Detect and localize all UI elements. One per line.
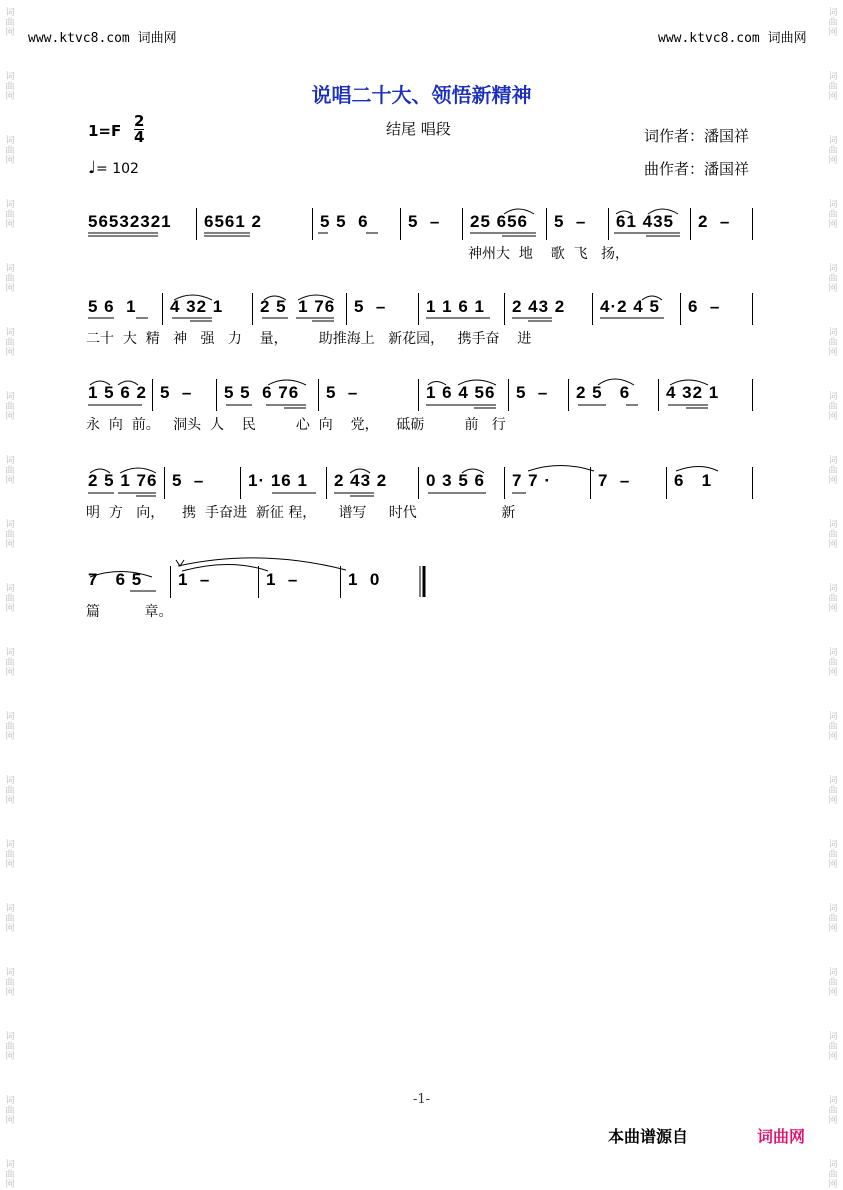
watermark-char: 曲 <box>5 850 15 860</box>
watermark-char: 曲 <box>5 402 15 412</box>
watermark-char: 网 <box>828 796 838 806</box>
watermark-char: 曲 <box>5 658 15 668</box>
lyric-line: 神州大 地 歌 飞 扬， <box>468 246 629 262</box>
watermark-char: 网 <box>5 476 15 486</box>
watermark-char: 网 <box>5 604 15 614</box>
watermark-char: 网 <box>828 1180 838 1190</box>
watermark-char: 网 <box>5 412 15 422</box>
watermark-char: 词 <box>828 1160 838 1170</box>
watermark-char: 词 <box>828 456 838 466</box>
watermark-char: 网 <box>5 1116 15 1126</box>
measure-notes: 1· 16 1 <box>248 471 308 490</box>
watermark-char: 曲 <box>5 722 15 732</box>
watermark-char: 曲 <box>828 82 838 92</box>
watermark-char: 网 <box>828 220 838 230</box>
watermark-char: 曲 <box>5 978 15 988</box>
watermark-char: 网 <box>828 284 838 294</box>
lyric-line: 永 向 前。 洞头 人 民 心 向 党， 砥砺 前 行 <box>86 417 506 433</box>
watermark-char: 曲 <box>828 146 838 156</box>
watermark-char: 曲 <box>828 1042 838 1052</box>
measure-notes: 5 6 1 <box>88 297 137 316</box>
watermark-char: 曲 <box>828 978 838 988</box>
watermark-char: 曲 <box>5 1170 15 1180</box>
watermark-char: 网 <box>5 92 15 102</box>
measure-notes: 56532321 <box>88 212 172 231</box>
measure-notes: 6561 2 <box>204 212 262 231</box>
footer-brand[interactable]: 词曲网 <box>757 1127 806 1146</box>
tempo-value: = 102 <box>96 161 139 177</box>
watermark-char: 网 <box>828 1116 838 1126</box>
song-subtitle: 结尾 唱段 <box>386 120 451 138</box>
quarter-note-icon: ♩ <box>88 158 97 178</box>
time-numerator: 2 <box>134 112 145 130</box>
watermark-char: 曲 <box>828 402 838 412</box>
watermark-char: 曲 <box>828 18 838 28</box>
measure-notes: 61 435 <box>616 212 674 231</box>
watermark-char: 词 <box>5 584 15 594</box>
watermark-char: 曲 <box>5 210 15 220</box>
lyric-line: 二十 大 精 神 强 力 量， 助推海上 新花园， 携手奋 进 <box>86 331 532 347</box>
watermark-char: 曲 <box>828 722 838 732</box>
measure-notes: 1 6 4 56 <box>426 383 496 402</box>
watermark-char: 词 <box>5 264 15 274</box>
watermark-char: 词 <box>828 8 838 18</box>
watermark-char: 词 <box>5 840 15 850</box>
watermark-char: 网 <box>5 1052 15 1062</box>
watermark-char: 词 <box>5 328 15 338</box>
watermark-char: 词 <box>828 712 838 722</box>
measure-notes: 1 1 6 1 <box>426 297 485 316</box>
watermark-char: 词 <box>5 712 15 722</box>
watermark-char: 词 <box>828 392 838 402</box>
watermark-char: 词 <box>828 1032 838 1042</box>
watermark-char: 词 <box>5 456 15 466</box>
watermark-char: 曲 <box>828 594 838 604</box>
watermark-char: 词 <box>5 72 15 82</box>
watermark-char: 词 <box>828 136 838 146</box>
watermark-char: 词 <box>828 200 838 210</box>
measure-notes: 0 3 5 6 <box>426 471 485 490</box>
measure-notes: 1 – <box>178 570 211 589</box>
watermark-char: 网 <box>828 988 838 998</box>
measure-notes: 1 0 <box>348 570 381 589</box>
watermark-char: 网 <box>828 92 838 102</box>
watermark-char: 词 <box>828 72 838 82</box>
measure-notes: 7 7 · <box>512 471 552 490</box>
watermark-char: 网 <box>5 796 15 806</box>
watermark-char: 网 <box>5 28 15 38</box>
watermark-char: 曲 <box>5 530 15 540</box>
watermark-char: 曲 <box>5 18 15 28</box>
watermark-char: 词 <box>5 520 15 530</box>
watermark-char: 词 <box>5 904 15 914</box>
watermark-char: 曲 <box>5 1106 15 1116</box>
watermark-char: 网 <box>5 924 15 934</box>
watermark-char: 词 <box>828 584 838 594</box>
header-site-right[interactable]: www.ktvc8.com 词曲网 <box>658 31 807 46</box>
watermark-char: 词 <box>828 776 838 786</box>
watermark-char: 词 <box>5 136 15 146</box>
watermark-char: 曲 <box>828 1106 838 1116</box>
measure-notes: 5 5 6 <box>320 212 369 231</box>
lyric-line: 明 方 向， 携 手奋进 新征 程， 谱写 时代 新 <box>86 505 516 521</box>
measure-notes: 5 – <box>354 297 387 316</box>
measure-notes: 1 – <box>266 570 299 589</box>
footer-source: 本曲谱源自 <box>608 1127 689 1146</box>
watermark-char: 曲 <box>828 210 838 220</box>
header-site-left[interactable]: www.ktvc8.com 词曲网 <box>28 31 177 46</box>
measure-notes: 25 656 <box>470 212 528 231</box>
watermark-char: 词 <box>828 264 838 274</box>
watermark-char: 词 <box>5 392 15 402</box>
watermark-char: 词 <box>828 1096 838 1106</box>
watermark-char: 词 <box>5 8 15 18</box>
watermark-char: 词 <box>5 200 15 210</box>
watermark-char: 词 <box>828 968 838 978</box>
lyric-line: 篇 章。 <box>86 604 173 620</box>
watermark-char: 曲 <box>828 658 838 668</box>
watermark-char: 网 <box>828 476 838 486</box>
measure-notes: 4·2 4 5 <box>600 297 660 316</box>
watermark-char: 网 <box>5 220 15 230</box>
watermark-char: 词 <box>828 520 838 530</box>
watermark-char: 网 <box>5 988 15 998</box>
watermark-char: 曲 <box>5 914 15 924</box>
watermark-char: 曲 <box>5 594 15 604</box>
measure-notes: 7 6 5 <box>88 570 143 589</box>
watermark-char: 网 <box>828 604 838 614</box>
watermark-char: 曲 <box>828 1170 838 1180</box>
watermark-char: 曲 <box>5 146 15 156</box>
measure-notes: 5 – <box>516 383 549 402</box>
watermark-char: 网 <box>828 156 838 166</box>
watermark-char: 词 <box>5 968 15 978</box>
composer-credit: 曲作者：潘国祥 <box>644 160 750 178</box>
watermark-char: 曲 <box>5 466 15 476</box>
watermark-char: 网 <box>828 860 838 870</box>
measure-notes: 2 43 2 <box>512 297 566 316</box>
watermark-char: 曲 <box>828 274 838 284</box>
measure-notes: 1 5 6 2 <box>88 383 147 402</box>
watermark-char: 词 <box>5 1160 15 1170</box>
watermark-char: 词 <box>828 328 838 338</box>
watermark-char: 网 <box>5 156 15 166</box>
watermark-char: 网 <box>828 1052 838 1062</box>
measure-notes: 5 – <box>554 212 587 231</box>
measure-notes: 5 – <box>172 471 205 490</box>
measure-notes: 2 43 2 <box>334 471 388 490</box>
page-number: -1- <box>412 1092 431 1107</box>
watermark-char: 曲 <box>5 82 15 92</box>
measure-notes: 4 32 1 <box>666 383 720 402</box>
key-signature: 1=F <box>88 122 122 140</box>
watermark-char: 网 <box>5 540 15 550</box>
watermark-char: 网 <box>828 668 838 678</box>
watermark-char: 网 <box>828 348 838 358</box>
measure-notes: 5 5 6 76 <box>224 383 300 402</box>
watermark-char: 词 <box>5 1096 15 1106</box>
watermark-char: 曲 <box>5 786 15 796</box>
watermark-char: 网 <box>5 668 15 678</box>
measure-notes: 5 – <box>408 212 441 231</box>
watermark-char: 网 <box>828 540 838 550</box>
measure-notes: 2 5 1 76 <box>260 297 336 316</box>
watermark-char: 网 <box>828 412 838 422</box>
watermark-char: 网 <box>5 348 15 358</box>
watermark-char: 曲 <box>828 530 838 540</box>
watermark-char: 网 <box>828 924 838 934</box>
measure-notes: 2 5 6 <box>576 383 631 402</box>
watermark-char: 词 <box>828 648 838 658</box>
watermark-char: 曲 <box>828 466 838 476</box>
measure-notes: 2 5 1 76 <box>88 471 158 490</box>
watermark-char: 曲 <box>828 338 838 348</box>
watermark-char: 词 <box>5 776 15 786</box>
watermark-char: 网 <box>5 860 15 870</box>
measure-notes: 5 – <box>326 383 359 402</box>
watermark-char: 网 <box>5 1180 15 1190</box>
watermark-char: 网 <box>828 28 838 38</box>
measure-notes: 6 – <box>688 297 721 316</box>
measure-notes: 5 – <box>160 383 193 402</box>
song-title: 说唱二十大、领悟新精神 <box>311 83 532 107</box>
lyricist-credit: 词作者：潘国祥 <box>644 127 750 145</box>
watermark-char: 曲 <box>5 1042 15 1052</box>
measure-notes: 7 – <box>598 471 631 490</box>
watermark-char: 曲 <box>5 338 15 348</box>
measure-notes: 6 1 <box>674 471 713 490</box>
watermark-char: 网 <box>5 284 15 294</box>
watermark-char: 曲 <box>5 274 15 284</box>
measure-notes: 2 – <box>698 212 731 231</box>
watermark-char: 词 <box>828 904 838 914</box>
watermark-char: 词 <box>828 840 838 850</box>
watermark-char: 曲 <box>828 850 838 860</box>
time-denominator: 4 <box>134 128 145 146</box>
watermark-char: 词 <box>5 648 15 658</box>
watermark-char: 网 <box>5 732 15 742</box>
watermark-char: 词 <box>5 1032 15 1042</box>
watermark-char: 网 <box>828 732 838 742</box>
watermark-char: 曲 <box>828 914 838 924</box>
measure-notes: 4 32 1 <box>170 297 224 316</box>
watermark-char: 曲 <box>828 786 838 796</box>
